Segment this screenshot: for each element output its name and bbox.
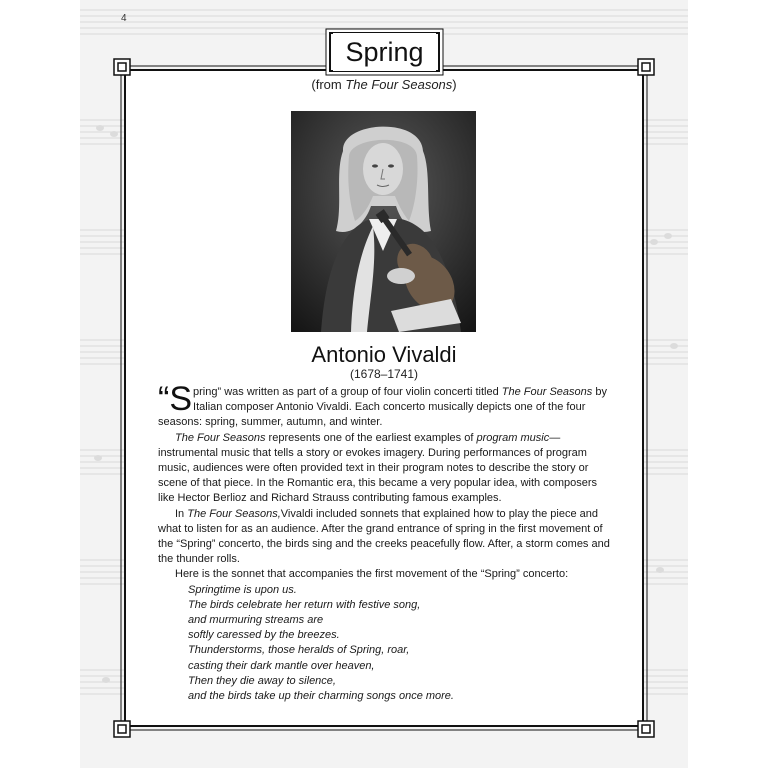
p1-text-b: by Italian composer Antonio Vivaldi. Each concerto musically depicts one of the four seasons: spring, summer, autumn, and winter.	[158, 386, 607, 429]
drop-cap-letter: S	[169, 380, 193, 418]
p3-text-b: Vivaldi included sonnets that explained how to play the piece and what to listen for as an audience. After the grand entrance of spring in the first movement of the “Spring” concerto, the birds sing and the creeks peacefully flow. After, a storm comes and the thunder rolls.	[158, 507, 610, 566]
sonnet-line: Springtime is upon us.	[188, 583, 297, 596]
sonnet-line: softly caressed by the breezes.	[188, 629, 340, 642]
subtitle-work: The Four Seasons	[345, 77, 453, 92]
paragraph-sonnets	[158, 507, 610, 568]
sonnet-line: and murmuring streams are	[188, 614, 324, 627]
sonnet-line: casting their dark mantle over heaven,	[188, 659, 375, 672]
p2-text-a: represents one of the earliest examples of	[265, 431, 477, 444]
subtitle	[200, 77, 568, 92]
paragraph-program-music	[158, 431, 610, 507]
sonnet-line: Then they die away to silence,	[188, 674, 336, 687]
subtitle-suffix: )	[452, 77, 457, 92]
paragraph-intro	[158, 380, 610, 431]
p1-text-a: pring” was written as part of a group of four violin concerti titled	[193, 386, 502, 398]
sonnet-line: The birds celebrate her return with festive song,	[188, 598, 421, 611]
sonnet	[188, 583, 610, 705]
composer-dates: (1678–1741)	[349, 367, 419, 381]
drop-cap-quote: “	[158, 380, 170, 418]
subtitle-prefix: (from	[311, 77, 346, 92]
sonnet-line: Thunderstorms, those heralds of Spring, roar,	[188, 644, 410, 657]
portrait-image	[291, 111, 476, 332]
drop-cap	[158, 380, 193, 418]
p2-italic-b: program music	[476, 431, 550, 444]
article-body	[158, 380, 610, 704]
composer-portrait	[291, 111, 476, 332]
p3-italic-a: The Four Seasons,	[187, 507, 281, 520]
paragraph-sonnet-intro: Here is the sonnet that accompanies the first movement of the “Spring” concerto:	[175, 568, 569, 581]
p1-italic-a: The Four Seasons	[501, 386, 593, 398]
sonnet-line: and the birds take up their charming songs once more.	[188, 690, 454, 703]
composer-name: Antonio Vivaldi	[311, 342, 457, 367]
p3-text-a: In	[175, 507, 188, 520]
p2-italic-a: The Four Seasons	[175, 431, 266, 444]
page-number: 4	[121, 13, 127, 24]
page-title: Spring	[333, 33, 436, 71]
p2-text-b: —instrumental music that tells a story or evokes imagery. During performances of program music, audiences were often provided text in their program notes to describe the story or scene of that piece. In the Romantic era, this became a very popular idea, with composers like Hector Berlioz and Richard Strauss contributing famous examples.	[158, 431, 598, 505]
